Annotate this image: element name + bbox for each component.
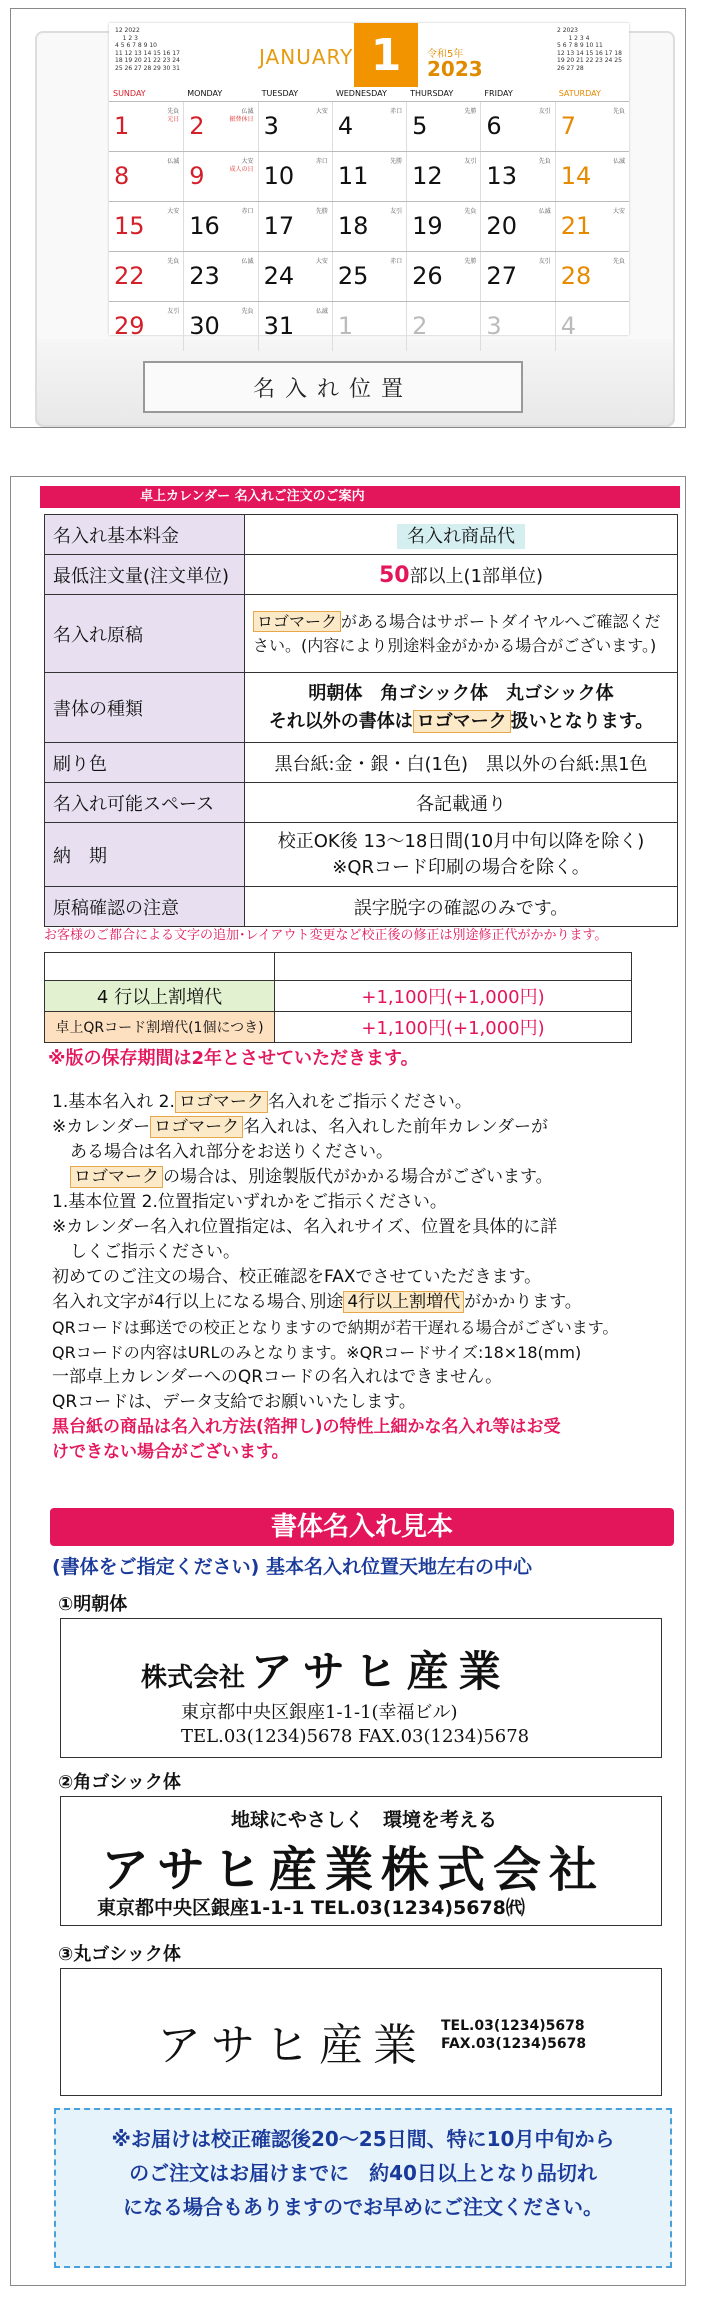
rokuyo-label: 先勝 bbox=[464, 258, 477, 265]
day-number: 27 bbox=[486, 262, 517, 290]
week-row bbox=[109, 101, 629, 151]
sample3-big: アサヒ産業 bbox=[157, 2020, 427, 2071]
weekday-label: MONDAY bbox=[187, 89, 223, 98]
day-number: 19 bbox=[412, 212, 443, 240]
color-label: 刷り色 bbox=[45, 743, 245, 783]
base-label: 名入れ基本料金 bbox=[45, 515, 245, 555]
day-cell bbox=[332, 152, 406, 201]
rokuyo-label: 友引 bbox=[167, 308, 180, 315]
rokuyo-label: 先負 bbox=[612, 258, 625, 265]
week-row bbox=[109, 201, 629, 251]
day-number: 23 bbox=[189, 262, 220, 290]
rokuyo-label: 大安 bbox=[241, 158, 254, 165]
day-cell bbox=[480, 152, 554, 201]
day-number: 9 bbox=[189, 162, 205, 190]
rokuyo-label: 赤口 bbox=[390, 258, 403, 265]
note-text: がかかります。 bbox=[464, 1292, 582, 1312]
month-name: JANUARY bbox=[259, 45, 354, 69]
table-row bbox=[45, 555, 678, 595]
day-number: 12 bbox=[412, 162, 443, 190]
sample2-big: アサヒ産業株式会社 bbox=[101, 1842, 606, 1898]
table-row bbox=[45, 743, 678, 783]
mini-row: 26 27 28 bbox=[557, 64, 584, 72]
rokuyo-label: 友引 bbox=[390, 208, 403, 215]
note-text: QRコードは郵送での校正となりますので納期が若干遅れる場合がございます。 bbox=[52, 1318, 619, 1337]
instruction-notes bbox=[52, 1090, 676, 1465]
sample-subtitle: (書体をご指定ください) 基本名入れ位置天地左右の中心 bbox=[52, 1556, 532, 1578]
day-number: 18 bbox=[337, 212, 369, 240]
note-text: ※カレンダー名入れ位置指定は、名入れサイズ、位置を具体的に詳 bbox=[52, 1217, 558, 1237]
rokuyo-label: 先負 bbox=[167, 108, 180, 115]
rokuyo-label: 大安 bbox=[612, 208, 625, 215]
delivery-notice bbox=[54, 2108, 672, 2268]
reiwa-year: 令和5年 bbox=[427, 49, 464, 60]
weekday-label: SUNDAY bbox=[113, 89, 146, 98]
day-number: 30 bbox=[189, 312, 220, 340]
surcharge-price: +1,100円(+1,000円) bbox=[275, 1012, 632, 1043]
weekday-label: FRIDAY bbox=[484, 89, 513, 98]
day-cell bbox=[555, 102, 629, 151]
day-cell bbox=[480, 302, 554, 351]
sample2-box bbox=[60, 1796, 662, 1926]
day-cell bbox=[183, 152, 257, 201]
mini-prev-head: 12 2022 bbox=[115, 27, 140, 34]
note-text: 1.基本名入れ 2. bbox=[52, 1092, 175, 1112]
day-number: 3 bbox=[263, 112, 279, 140]
day-cell bbox=[480, 252, 554, 301]
holiday-label: 振替休日 bbox=[229, 116, 254, 123]
font-other-a: それ以外の書体は bbox=[268, 710, 413, 732]
day-cell bbox=[109, 102, 183, 151]
day-cell bbox=[406, 252, 480, 301]
surcharge-tag: 4行以上割増代 bbox=[343, 1291, 464, 1313]
day-cell bbox=[555, 152, 629, 201]
min-rest: 部以上(1部単位) bbox=[409, 565, 544, 587]
day-number: 21 bbox=[560, 212, 592, 240]
day-number: 26 bbox=[412, 262, 443, 290]
day-number: 2 bbox=[189, 112, 205, 140]
rokuyo-label: 赤口 bbox=[241, 208, 254, 215]
table-row bbox=[45, 887, 678, 927]
calendar-product-image bbox=[10, 8, 686, 428]
day-cell bbox=[406, 152, 480, 201]
day-cell bbox=[555, 252, 629, 301]
sample3-box bbox=[60, 1968, 662, 2096]
table-row bbox=[45, 953, 632, 981]
day-number: 29 bbox=[114, 312, 145, 340]
day-cell bbox=[332, 102, 406, 151]
day-cell bbox=[109, 152, 183, 201]
rokuyo-label: 先負 bbox=[167, 258, 180, 265]
day-cell bbox=[109, 202, 183, 251]
day-number: 10 bbox=[263, 162, 295, 190]
note-text: 1.基本位置 2.位置指定いずれかをご指示ください。 bbox=[52, 1192, 447, 1212]
day-number: 7 bbox=[560, 112, 576, 140]
day-cell bbox=[258, 252, 332, 301]
font-list: 明朝体 角ゴシック体 丸ゴシック体 bbox=[308, 682, 614, 704]
rokuyo-label: 仏滅 bbox=[241, 108, 254, 115]
rokuyo-label: 友引 bbox=[464, 158, 477, 165]
color-value: 黒台紙:金・銀・白(1色) 黒以外の台紙:黒1色 bbox=[245, 743, 678, 783]
day-number: 4 bbox=[560, 312, 576, 340]
sample1-big: アサヒ産業 bbox=[250, 1647, 511, 1696]
day-cell bbox=[258, 202, 332, 251]
sample1-box bbox=[60, 1618, 662, 1758]
rokuyo-label: 仏滅 bbox=[612, 158, 625, 165]
mini-next-rows bbox=[557, 35, 622, 73]
manuscript-text: がある場合はサポートダイヤルへご確認ください。(内容により別途料金がかかる場合がございます。) bbox=[253, 611, 661, 655]
surcharge-label: 4 行以上割増代 bbox=[45, 981, 275, 1012]
sample1-tel: TEL.03(1234)5678 FAX.03(1234)5678 bbox=[181, 1726, 530, 1747]
logo-mark-tag: ロゴマーク bbox=[175, 1091, 268, 1113]
day-cell bbox=[109, 252, 183, 301]
day-number: 22 bbox=[114, 262, 145, 290]
sample1-address: 東京都中央区銀座1-1-1(幸福ビル) bbox=[181, 1702, 458, 1723]
table-row bbox=[45, 595, 678, 673]
week-row bbox=[109, 151, 629, 201]
note-text: しくご指示ください。 bbox=[70, 1242, 240, 1262]
logo-mark-tag: ロゴマーク bbox=[253, 611, 341, 632]
rokuyo-label: 先負 bbox=[464, 208, 477, 215]
day-cell bbox=[480, 202, 554, 251]
day-number: 8 bbox=[114, 162, 130, 190]
calendar-grid bbox=[109, 89, 629, 351]
rokuyo-label: 先勝 bbox=[315, 208, 328, 215]
day-cell bbox=[258, 302, 332, 351]
day-number: 24 bbox=[263, 262, 295, 290]
sample2-label: ②角ゴシック体 bbox=[58, 1772, 181, 1793]
week-row bbox=[109, 301, 629, 351]
plate-keep-note: ※版の保存期間は2年とさせていただきます。 bbox=[48, 1048, 419, 1069]
surcharge-table bbox=[44, 952, 632, 1043]
base-value: 名入れ商品代 bbox=[397, 524, 525, 549]
note-text: 名入れ文字が4行以上になる場合､別途 bbox=[52, 1292, 344, 1312]
mini-row: 18 19 20 21 22 23 24 bbox=[115, 57, 180, 64]
weekday-label: TUESDAY bbox=[261, 89, 299, 98]
check-value: 誤字脱字の確認のみです。 bbox=[245, 887, 678, 927]
mini-row: 5 6 7 8 9 10 11 bbox=[557, 42, 603, 49]
font-other-b: 扱いとなります。 bbox=[510, 710, 654, 732]
day-cell bbox=[332, 302, 406, 351]
day-cell bbox=[183, 202, 257, 251]
note-text: 名入れをご指示ください。 bbox=[267, 1092, 472, 1112]
notice-line: になる場合もありますのでお早めにご注文ください。 bbox=[123, 2195, 603, 2219]
note-text: QRコードは、データ支給でお願いいたします。 bbox=[52, 1392, 416, 1412]
table-row bbox=[45, 981, 632, 1012]
delivery-line1: 校正OK後 13〜18日間(10月中旬以降を除く) bbox=[277, 830, 645, 852]
day-number: 20 bbox=[486, 212, 517, 240]
sample3-fax: FAX.03(1234)5678 bbox=[441, 2036, 587, 2052]
note-text: けできない場合がございます。 bbox=[52, 1442, 289, 1462]
weekday-label: WEDNESDAY bbox=[335, 89, 387, 98]
day-cell bbox=[332, 202, 406, 251]
day-number: 25 bbox=[337, 262, 369, 290]
note-text: 一部卓上カレンダーへのQRコードの名入れはできません。 bbox=[52, 1367, 503, 1387]
spec-table bbox=[44, 514, 678, 927]
mini-row: 25 26 27 28 29 30 31 bbox=[115, 64, 180, 72]
day-cell bbox=[480, 102, 554, 151]
mini-row: 4 5 6 7 8 9 10 bbox=[115, 42, 157, 49]
rokuyo-label: 先負 bbox=[241, 308, 254, 315]
sample1-small: 株式会社 bbox=[141, 1663, 246, 1693]
day-number: 31 bbox=[263, 312, 295, 340]
weeks bbox=[109, 101, 629, 351]
mini-calendar-prev bbox=[115, 27, 180, 72]
table-row bbox=[45, 515, 678, 555]
min-number: 50 bbox=[378, 562, 410, 588]
day-cell bbox=[183, 252, 257, 301]
day-number: 13 bbox=[486, 162, 517, 190]
day-cell bbox=[406, 102, 480, 151]
weekday-label: SATURDAY bbox=[558, 89, 601, 98]
surcharge-label: 卓上QRコード割増代(1個につき) bbox=[45, 1012, 275, 1043]
day-cell bbox=[258, 102, 332, 151]
weekday-label: THURSDAY bbox=[410, 89, 454, 98]
day-number: 1 bbox=[337, 312, 354, 340]
rokuyo-label: 友引 bbox=[538, 108, 551, 115]
rokuyo-label: 仏滅 bbox=[241, 258, 254, 265]
rokuyo-label: 先勝 bbox=[464, 108, 477, 115]
rokuyo-label: 仏滅 bbox=[538, 208, 551, 215]
day-cell bbox=[406, 202, 480, 251]
modification-note: お客様のご都合による文字の追加･レイアウト変更など校正後の修正は別途修正代がかかります。 bbox=[44, 928, 608, 943]
day-cell bbox=[258, 152, 332, 201]
manuscript-label: 名入れ原稿 bbox=[45, 595, 245, 673]
day-cell bbox=[406, 302, 480, 351]
day-number: 2 bbox=[412, 312, 428, 340]
rokuyo-label: 先負 bbox=[538, 158, 551, 165]
logo-mark-tag: ロゴマーク bbox=[150, 1116, 243, 1138]
day-number: 16 bbox=[189, 212, 220, 240]
table-row bbox=[45, 783, 678, 823]
day-cell bbox=[332, 252, 406, 301]
notice-line: ※お届けは校正確認後20〜25日間、特に10月中旬から bbox=[111, 2127, 615, 2151]
sample3-tel: TEL.03(1234)5678 bbox=[441, 2018, 585, 2034]
weekday-row bbox=[109, 89, 629, 101]
year: 2023 bbox=[427, 57, 483, 81]
day-number: 28 bbox=[560, 262, 592, 290]
day-number: 3 bbox=[486, 312, 502, 340]
space-value: 各記載通り bbox=[245, 783, 678, 823]
logo-mark-tag: ロゴマーク bbox=[413, 710, 511, 733]
day-number: 14 bbox=[560, 162, 592, 190]
day-number: 6 bbox=[486, 112, 502, 140]
delivery-label: 納 期 bbox=[45, 823, 245, 887]
note-text: QRコードの内容はURLのみとなります。※QRコードサイズ:18×18(mm) bbox=[52, 1343, 582, 1362]
holiday-label: 元日 bbox=[167, 116, 180, 123]
day-number: 17 bbox=[263, 212, 295, 240]
rokuyo-label: 先負 bbox=[612, 108, 625, 115]
day-number: 4 bbox=[337, 112, 354, 140]
mini-row: 19 20 21 22 23 24 25 bbox=[557, 57, 622, 64]
logo-mark-tag: ロゴマーク bbox=[70, 1166, 163, 1188]
note-text: 黒台紙の商品は名入れ方法(箔押し)の特性上細かな名入れ等はお受 bbox=[52, 1417, 561, 1437]
mini-next-head: 2 2023 bbox=[557, 27, 578, 34]
day-cell bbox=[555, 302, 629, 351]
rokuyo-label: 仏滅 bbox=[315, 308, 328, 315]
day-cell bbox=[183, 102, 257, 151]
name-plate: 名入れ位置 bbox=[143, 361, 523, 413]
day-number: 11 bbox=[337, 162, 369, 190]
notice-line: のご注文はお届けまでに 約40日以上となり品切れ bbox=[129, 2161, 597, 2185]
rokuyo-label: 大安 bbox=[315, 108, 328, 115]
day-number: 5 bbox=[412, 112, 428, 140]
week-row bbox=[109, 251, 629, 301]
sample2-catch: 地球にやさしく 環境を考える bbox=[231, 1809, 498, 1831]
table-row bbox=[45, 823, 678, 887]
mini-row: 1 2 3 4 bbox=[557, 34, 590, 42]
note-text: ※カレンダー bbox=[52, 1117, 151, 1137]
sample-banner: 書体名入れ見本 bbox=[50, 1508, 674, 1546]
day-number: 15 bbox=[114, 212, 145, 240]
table-row bbox=[45, 673, 678, 743]
rokuyo-label: 赤口 bbox=[390, 108, 403, 115]
calendar-sheet bbox=[109, 23, 629, 340]
note-text: の場合は、別途製版代がかかる場合がございます。 bbox=[163, 1167, 553, 1187]
order-banner: 卓上カレンダー 名入れご注文のご案内 bbox=[40, 486, 680, 508]
min-label: 最低注文量(注文単位) bbox=[45, 555, 245, 595]
mini-row: 12 13 14 15 16 17 18 bbox=[557, 49, 622, 57]
rokuyo-label: 先勝 bbox=[390, 158, 403, 165]
rokuyo-label: 大安 bbox=[167, 208, 180, 215]
day-cell bbox=[555, 202, 629, 251]
day-cell bbox=[183, 302, 257, 351]
month-number: 1 bbox=[354, 23, 418, 87]
delivery-line2: ※QRコード印刷の場合を除く。 bbox=[332, 856, 590, 878]
surcharge-price: +1,100円(+1,000円) bbox=[275, 981, 632, 1012]
day-cell bbox=[109, 302, 183, 351]
mini-calendar-next bbox=[557, 27, 622, 72]
note-text: 初めてのご注文の場合、校正確認をFAXでさせていただきます。 bbox=[52, 1267, 542, 1287]
day-number: 1 bbox=[114, 112, 130, 140]
sample1-label: ①明朝体 bbox=[58, 1594, 128, 1615]
sample2-address: 東京都中央区銀座1-1-1 TEL.03(1234)5678㈹ bbox=[97, 1897, 525, 1919]
note-text: ある場合は名入れ部分をお送りください。 bbox=[70, 1142, 393, 1162]
rokuyo-label: 仏滅 bbox=[167, 158, 180, 165]
rokuyo-label: 大安 bbox=[315, 258, 328, 265]
mini-row: 1 2 3 bbox=[115, 34, 138, 42]
holiday-label: 成人の日 bbox=[229, 166, 254, 173]
mini-row: 11 12 13 14 15 16 17 bbox=[115, 49, 180, 57]
check-label: 原稿確認の注意 bbox=[45, 887, 245, 927]
table-row bbox=[45, 1012, 632, 1043]
rokuyo-label: 赤口 bbox=[315, 158, 328, 165]
note-text: 名入れは、名入れした前年カレンダーが bbox=[243, 1117, 549, 1137]
rokuyo-label: 友引 bbox=[538, 258, 551, 265]
sample3-label: ③丸ゴシック体 bbox=[58, 1944, 181, 1965]
space-label: 名入れ可能スペース bbox=[45, 783, 245, 823]
font-label: 書体の種類 bbox=[45, 673, 245, 743]
mini-prev-rows bbox=[115, 35, 180, 73]
